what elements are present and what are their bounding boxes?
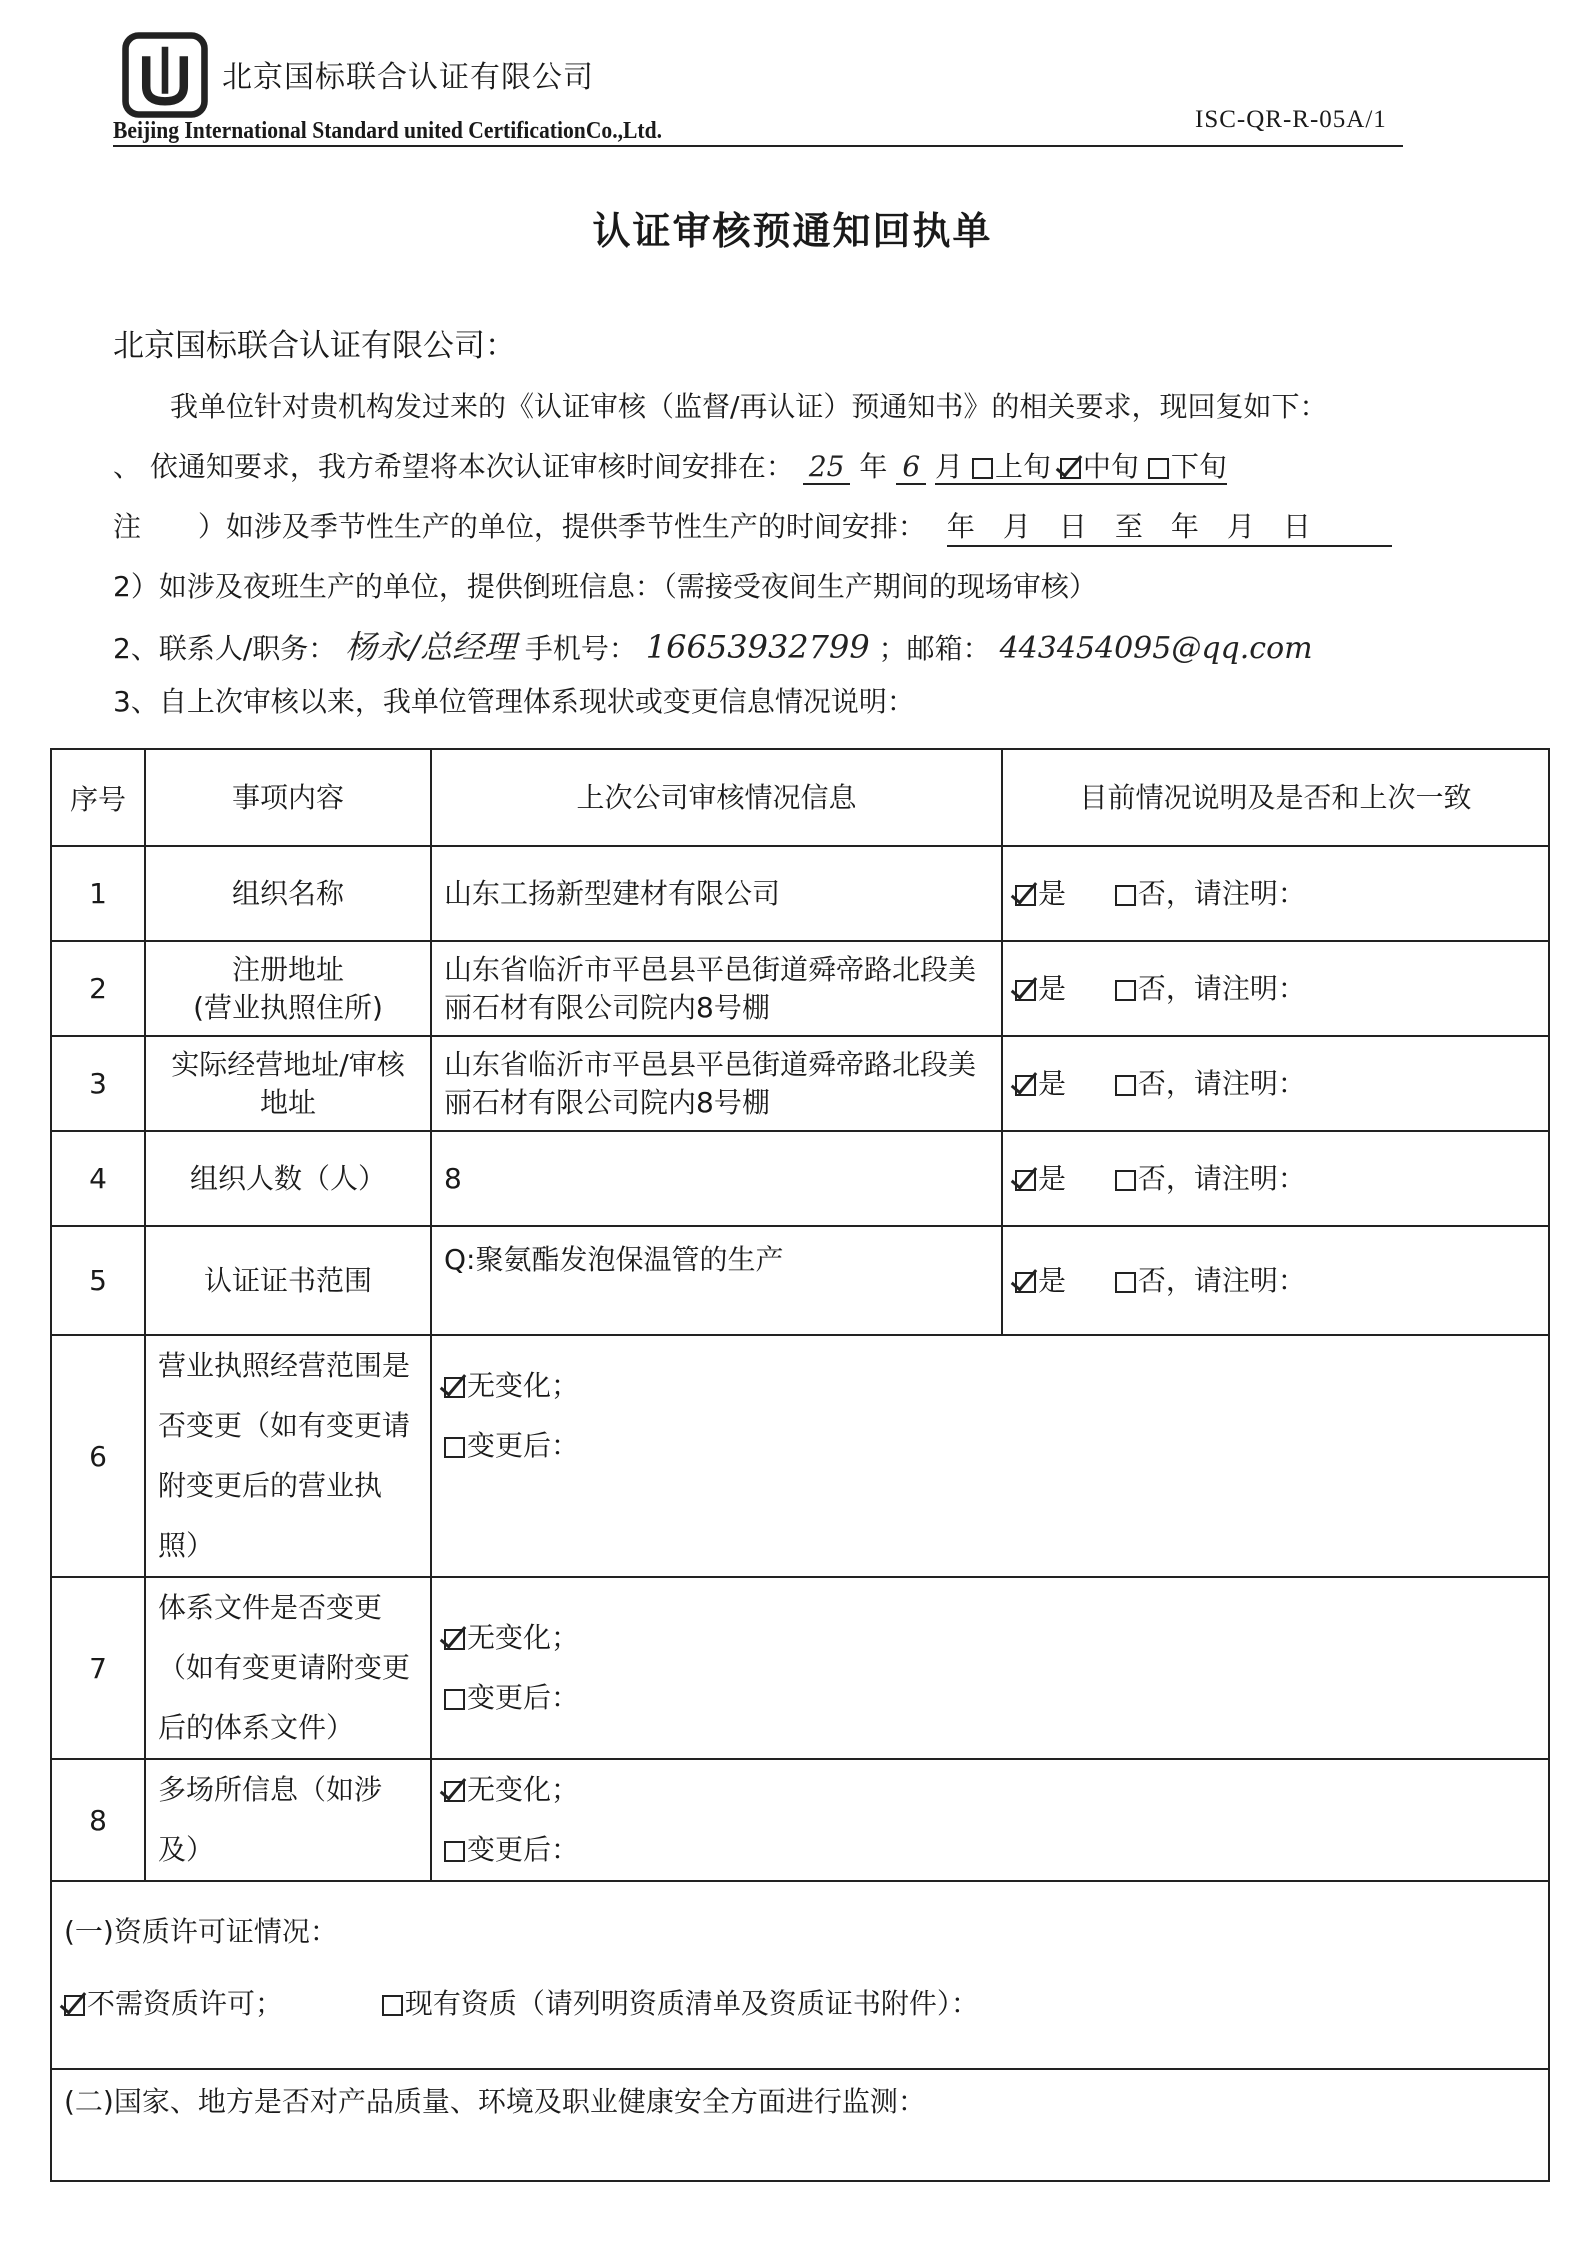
row-previous: 山东省临沂市平邑县平邑街道舜帝路北段美丽石材有限公司院内8号棚	[431, 941, 1002, 1036]
table-row	[51, 1759, 1549, 1881]
schedule-line	[113, 445, 1227, 485]
no-label: 否，请注明：	[1137, 1263, 1306, 1297]
row-item: 多场所信息（如涉及）	[145, 1759, 431, 1881]
yes-checkbox[interactable]	[1015, 1272, 1036, 1293]
row-change-status	[431, 1577, 1549, 1759]
schedule-prefix: 、	[113, 450, 142, 483]
company-name-cn: 北京国标联合认证有限公司	[222, 60, 594, 95]
contact-label: 2、联系人/职务：	[113, 632, 337, 665]
row-no: 5	[51, 1226, 145, 1335]
no-change-label: 无变化；	[467, 1621, 580, 1654]
table-row	[51, 1577, 1549, 1759]
row-no: 3	[51, 1036, 145, 1131]
late-label: 下旬	[1170, 450, 1227, 483]
late-checkbox[interactable]	[1148, 458, 1169, 479]
row-previous: 8	[431, 1131, 1002, 1226]
seasonal-note	[113, 505, 1392, 547]
phone-value[interactable]: 16653932799	[645, 628, 870, 666]
contact-person[interactable]: 杨永/总经理	[345, 628, 516, 666]
changed-label: 变更后：	[467, 1429, 580, 1462]
no-qualification-checkbox[interactable]	[64, 1995, 85, 2016]
yes-label: 是	[1038, 971, 1067, 1005]
note-label: 注	[113, 510, 142, 543]
night-shift-note: 2）如涉及夜班生产的单位，提供倒班信息：（需接受夜间生产期间的现场审核）	[113, 570, 1097, 603]
changed-checkbox[interactable]	[444, 1841, 465, 1862]
row-item	[145, 941, 431, 1036]
row-previous: 山东省临沂市平邑县平邑街道舜帝路北段美丽石材有限公司院内8号棚	[431, 1036, 1002, 1131]
row-previous: 山东工扬新型建材有限公司	[431, 846, 1002, 941]
row-change-status	[431, 1335, 1549, 1577]
seasonal-date-field[interactable]: 年 月 日 至 年 月 日	[947, 505, 1392, 547]
row-previous: Q:聚氨酯发泡保温管的生产	[431, 1226, 1002, 1335]
schedule-month-unit: 月	[935, 450, 964, 483]
schedule-month[interactable]: 6	[896, 450, 926, 485]
row-current	[1002, 1036, 1549, 1131]
qualification-section	[51, 1881, 1549, 2069]
phone-label: 手机号：	[524, 632, 637, 665]
changed-label: 变更后：	[467, 1833, 580, 1866]
no-checkbox[interactable]	[1115, 1170, 1136, 1191]
status-table	[50, 748, 1550, 2182]
intro-paragraph: 我单位针对贵机构发过来的《认证审核（监督/再认证）预通知书》的相关要求，现回复如下：	[170, 390, 1328, 423]
schedule-year[interactable]: 25	[803, 450, 851, 485]
row-no: 7	[51, 1577, 145, 1759]
status-intro: 3、自上次审核以来，我单位管理体系现状或变更信息情况说明：	[113, 685, 915, 718]
monitoring-title: (二)国家、地方是否对产品质量、环境及职业健康安全方面进行监测：	[64, 2085, 926, 2118]
row-item-line2: (营业执照住所)	[193, 990, 383, 1024]
col-header-item: 事项内容	[145, 749, 431, 846]
no-label: 否，请注明：	[1137, 971, 1306, 1005]
company-logo-icon	[118, 28, 212, 122]
no-checkbox[interactable]	[1115, 1075, 1136, 1096]
table-row	[51, 846, 1549, 941]
table-row	[51, 1131, 1549, 1226]
monitoring-cell	[51, 2069, 1549, 2181]
no-change-checkbox[interactable]	[444, 1629, 465, 1650]
no-label: 否，请注明：	[1137, 1066, 1306, 1100]
qualification-title: (一)资质许可证情况：	[64, 1915, 338, 1948]
no-change-label: 无变化；	[467, 1773, 580, 1806]
no-checkbox[interactable]	[1115, 980, 1136, 1001]
has-qualification-label: 现有资质（请列明资质清单及资质证书附件）：	[404, 1987, 979, 2020]
contact-line	[113, 622, 1313, 668]
yes-label: 是	[1038, 876, 1067, 910]
monitoring-section	[51, 2069, 1549, 2181]
mid-checkbox[interactable]	[1060, 458, 1081, 479]
no-checkbox[interactable]	[1115, 885, 1136, 906]
yes-label: 是	[1038, 1263, 1067, 1297]
no-label: 否，请注明：	[1137, 1161, 1306, 1195]
yes-label: 是	[1038, 1066, 1067, 1100]
yes-checkbox[interactable]	[1015, 1075, 1036, 1096]
no-change-checkbox[interactable]	[444, 1781, 465, 1802]
no-qualification-label: 不需资质许可；	[87, 1987, 284, 2020]
col-header-previous: 上次公司审核情况信息	[431, 749, 1002, 846]
yes-checkbox[interactable]	[1015, 885, 1036, 906]
row-item: 体系文件是否变更（如有变更请附变更后的体系文件）	[145, 1577, 431, 1759]
document-code: ISC-QR-R-05A/1	[1195, 106, 1387, 133]
row-item: 组织人数（人）	[145, 1131, 431, 1226]
row-item-line1: 注册地址	[231, 952, 344, 986]
email-value[interactable]: 443454095@qq.com	[999, 631, 1313, 666]
row-no: 4	[51, 1131, 145, 1226]
yes-checkbox[interactable]	[1015, 1170, 1036, 1191]
table-row	[51, 1226, 1549, 1335]
early-checkbox[interactable]	[972, 458, 993, 479]
no-change-label: 无变化；	[467, 1369, 580, 1402]
row-item: 营业执照经营范围是否变更（如有变更请附变更后的营业执照）	[145, 1335, 431, 1577]
col-header-current: 目前情况说明及是否和上次一致	[1002, 749, 1549, 846]
no-label: 否，请注明：	[1137, 876, 1306, 910]
row-current	[1002, 1226, 1549, 1335]
salutation: 北京国标联合认证有限公司：	[113, 328, 516, 364]
row-no: 2	[51, 941, 145, 1036]
changed-checkbox[interactable]	[444, 1689, 465, 1710]
row-no: 6	[51, 1335, 145, 1577]
row-current	[1002, 846, 1549, 941]
table-header-row	[51, 749, 1549, 846]
row-no: 1	[51, 846, 145, 941]
col-header-no: 序号	[51, 749, 145, 846]
yes-checkbox[interactable]	[1015, 980, 1036, 1001]
page-title: 认证审核预通知回执单	[592, 209, 993, 253]
row-item: 认证证书范围	[145, 1226, 431, 1335]
yes-label: 是	[1038, 1161, 1067, 1195]
row-current	[1002, 941, 1549, 1036]
table-row	[51, 941, 1549, 1036]
no-checkbox[interactable]	[1115, 1272, 1136, 1293]
qualification-cell	[51, 1881, 1549, 2069]
no-change-checkbox[interactable]	[444, 1377, 465, 1398]
header-divider	[113, 145, 1403, 147]
table-row	[51, 1335, 1549, 1577]
company-name-en: Beijing International Standard united CertificationCo.,Ltd.	[113, 118, 663, 144]
changed-checkbox[interactable]	[444, 1437, 465, 1458]
changed-label: 变更后：	[467, 1681, 580, 1714]
row-item: 组织名称	[145, 846, 431, 941]
early-label: 上旬	[994, 450, 1051, 483]
row-no: 8	[51, 1759, 145, 1881]
has-qualification-checkbox[interactable]	[382, 1995, 403, 2016]
schedule-year-unit: 年	[859, 450, 888, 483]
seasonal-text: ）如涉及季节性生产的单位，提供季节性生产的时间安排：	[197, 510, 926, 543]
row-item: 实际经营地址/审核地址	[145, 1036, 431, 1131]
mid-label: 中旬	[1082, 450, 1139, 483]
schedule-text: 依通知要求，我方希望将本次认证审核时间安排在：	[149, 450, 794, 483]
email-label: ；邮箱：	[878, 632, 991, 665]
row-current	[1002, 1131, 1549, 1226]
table-row	[51, 1036, 1549, 1131]
row-change-status	[431, 1759, 1549, 1881]
